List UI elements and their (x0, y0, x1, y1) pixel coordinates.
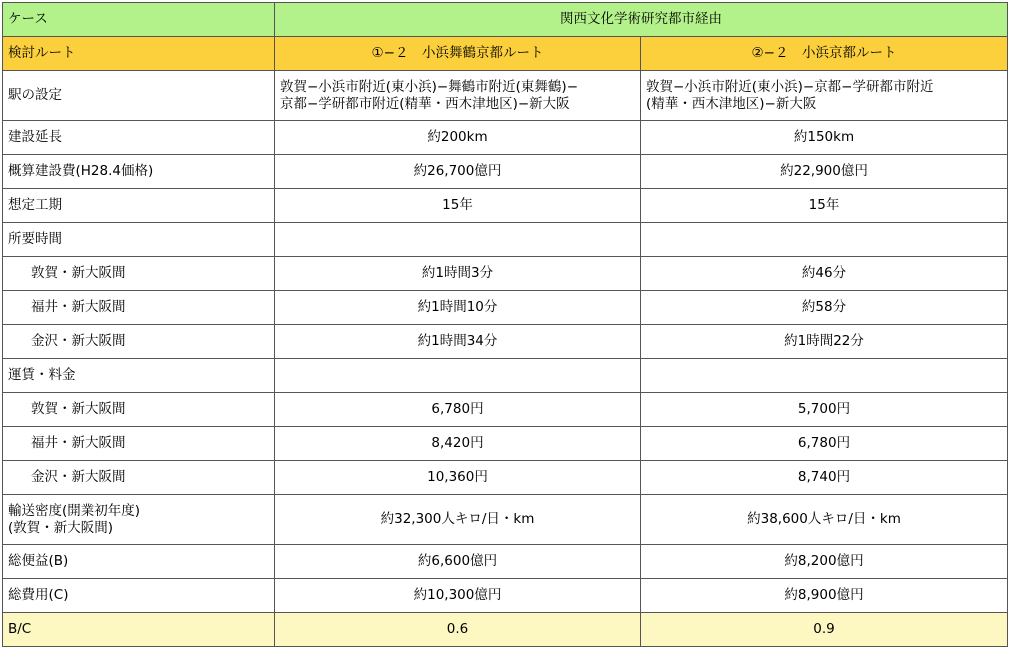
table-row (3, 461, 1008, 495)
density-row (3, 495, 1008, 545)
row-label: 想定工期 (3, 189, 275, 223)
case-label: ケース (3, 3, 275, 37)
row-value-a: 6,780円 (275, 393, 641, 427)
table-row (3, 189, 1008, 223)
row-label: 金沢・新大阪間 (3, 325, 275, 359)
stations-row (3, 71, 1008, 121)
stations-b-line1: 敦賀−小浜市附近(東小浜)−京都−学研都市附近 (646, 78, 934, 95)
table-row (3, 257, 1008, 291)
case-row (3, 3, 1008, 37)
density-label-line1: 輸送密度(開業初年度) (8, 502, 141, 519)
table-row (3, 393, 1008, 427)
bc-b: 0.9 (641, 613, 1008, 647)
route-row (3, 37, 1008, 71)
row-value-a: 約26,700億円 (275, 155, 641, 189)
benefit-a: 約6,600億円 (275, 545, 641, 579)
row-value-a: 15年 (275, 189, 641, 223)
row-value-a: 8,420円 (275, 427, 641, 461)
row-label: 建設延長 (3, 121, 275, 155)
route-b: ②−２ 小浜京都ルート (641, 37, 1008, 71)
row-value-b: 約46分 (641, 257, 1008, 291)
row-value-b (641, 223, 1008, 257)
row-value-a: 約200km (275, 121, 641, 155)
stations-a-line1: 敦賀−小浜市附近(東小浜)−舞鶴市附近(東舞鶴)− (280, 78, 579, 95)
row-value-a: 約1時間34分 (275, 325, 641, 359)
density-label-line2: (敦賀・新大阪間) (8, 519, 114, 536)
case-value: 関西文化学術研究都市経由 (275, 3, 1008, 37)
row-label: 福井・新大阪間 (3, 427, 275, 461)
row-value-b: 8,740円 (641, 461, 1008, 495)
comparison-table (2, 2, 1008, 647)
row-value-a (275, 223, 641, 257)
row-value-b: 約58分 (641, 291, 1008, 325)
row-value-a: 約1時間10分 (275, 291, 641, 325)
table-row (3, 155, 1008, 189)
row-value-b: 5,700円 (641, 393, 1008, 427)
table-row (3, 291, 1008, 325)
bc-a: 0.6 (275, 613, 641, 647)
cost-b: 約8,900億円 (641, 579, 1008, 613)
benefit-label: 総便益(B) (3, 545, 275, 579)
bc-label: B/C (3, 613, 275, 647)
bc-row (3, 613, 1008, 647)
table-row (3, 223, 1008, 257)
route-label: 検討ルート (3, 37, 275, 71)
row-value-b (641, 359, 1008, 393)
row-value-b: 約22,900億円 (641, 155, 1008, 189)
density-b: 約38,600人キロ/日・km (641, 495, 1008, 545)
row-label: 福井・新大阪間 (3, 291, 275, 325)
benefit-b: 約8,200億円 (641, 545, 1008, 579)
cost-a: 約10,300億円 (275, 579, 641, 613)
row-label: 金沢・新大阪間 (3, 461, 275, 495)
route-a: ①−２ 小浜舞鶴京都ルート (275, 37, 641, 71)
table-row (3, 325, 1008, 359)
table-row (3, 427, 1008, 461)
row-value-b: 6,780円 (641, 427, 1008, 461)
row-label: 所要時間 (3, 223, 275, 257)
stations-label: 駅の設定 (3, 71, 275, 121)
benefit-row (3, 545, 1008, 579)
stations-b (641, 71, 1008, 121)
row-value-b: 約150km (641, 121, 1008, 155)
stations-a-line2: 京都−学研都市附近(精華・西木津地区)−新大阪 (280, 95, 570, 112)
row-label: 運賃・料金 (3, 359, 275, 393)
row-value-b: 約1時間22分 (641, 325, 1008, 359)
row-value-a: 約1時間3分 (275, 257, 641, 291)
row-value-b: 15年 (641, 189, 1008, 223)
table-row (3, 121, 1008, 155)
row-value-a (275, 359, 641, 393)
row-label: 概算建設費(H28.4価格) (3, 155, 275, 189)
density-a: 約32,300人キロ/日・km (275, 495, 641, 545)
cost-row (3, 579, 1008, 613)
density-label (3, 495, 275, 545)
stations-b-line2: (精華・西木津地区)−新大阪 (646, 95, 817, 112)
row-value-a: 10,360円 (275, 461, 641, 495)
cost-label: 総費用(C) (3, 579, 275, 613)
row-label: 敦賀・新大阪間 (3, 393, 275, 427)
table-row (3, 359, 1008, 393)
stations-a (275, 71, 641, 121)
row-label: 敦賀・新大阪間 (3, 257, 275, 291)
